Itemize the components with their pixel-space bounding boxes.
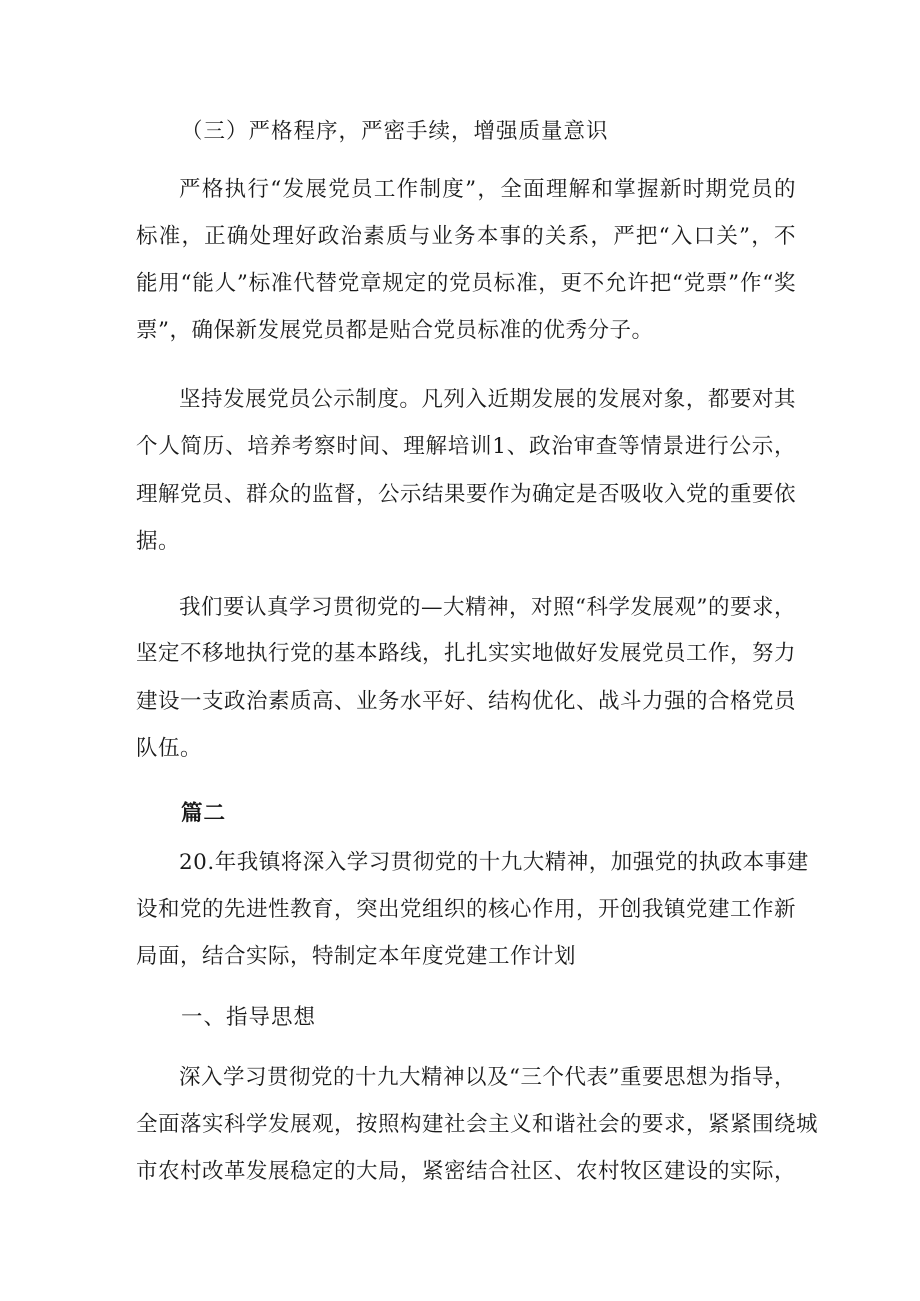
paragraph-line: 理解党员、群众的监督，公示结果要作为确定是否吸收入党的重要依 bbox=[136, 482, 797, 507]
paragraph-line: 能用“能人”标准代替党章规定的党员标准，更不允许把“党票”作“奖 bbox=[136, 271, 796, 296]
paragraph-line: 标准，正确处理好政治素质与业务本事的关系，严把“入口关”，不 bbox=[136, 224, 796, 249]
paragraph-line: 个人简历、培养考察时间、理解培训1、政治审查等情景进行公示， bbox=[136, 434, 796, 459]
paragraph-line: 市农村改革发展稳定的大局，紧密结合社区、农村牧区建设的实际， bbox=[136, 1159, 797, 1184]
paragraph-line: 建设一支政治素质高、业务水平好、结构优化、战斗力强的合格党员 bbox=[136, 689, 797, 714]
paragraph-line: 队伍。 bbox=[136, 736, 203, 761]
paragraph-line: 票”，确保新发展党员都是贴合党员标准的优秀分子。 bbox=[136, 318, 654, 343]
paragraph-line: 坚持发展党员公示制度。凡列入近期发展的发展对象，都要对其 bbox=[179, 387, 796, 412]
paragraph-line: 据。 bbox=[136, 529, 181, 554]
part-title: 篇二 bbox=[181, 801, 227, 826]
paragraph-line: 坚定不移地执行党的基本路线，扎扎实实地做好发展党员工作，努力 bbox=[136, 641, 797, 666]
paragraph-line: 全面落实科学发展观，按照构建社会主义和谐社会的要求，紧紧围绕城 bbox=[136, 1112, 819, 1137]
paragraph-line: 我们要认真学习贯彻党的—大精神，对照“科学发展观”的要求， bbox=[179, 595, 796, 620]
paragraph-line: 局面，结合实际，特制定本年度党建工作计划 bbox=[136, 944, 577, 969]
paragraph-line: 深入学习贯彻党的十九大精神以及“三个代表”重要思想为指导， bbox=[179, 1065, 796, 1090]
paragraph-line: 严格执行“发展党员工作制度”，全面理解和掌握新时期党员的 bbox=[179, 177, 796, 202]
section-heading-strict-procedures: （三）严格程序，严密手续，增强质量意识 bbox=[181, 119, 609, 144]
section-heading-guiding-ideology: 一、指导思想 bbox=[181, 1005, 317, 1030]
paragraph-line: 20.年我镇将深入学习贯彻党的十九大精神，加强党的执政本事建 bbox=[179, 850, 809, 875]
paragraph-line: 设和党的先进性教育，突出党组织的核心作用，开创我镇党建工作新 bbox=[136, 897, 797, 922]
